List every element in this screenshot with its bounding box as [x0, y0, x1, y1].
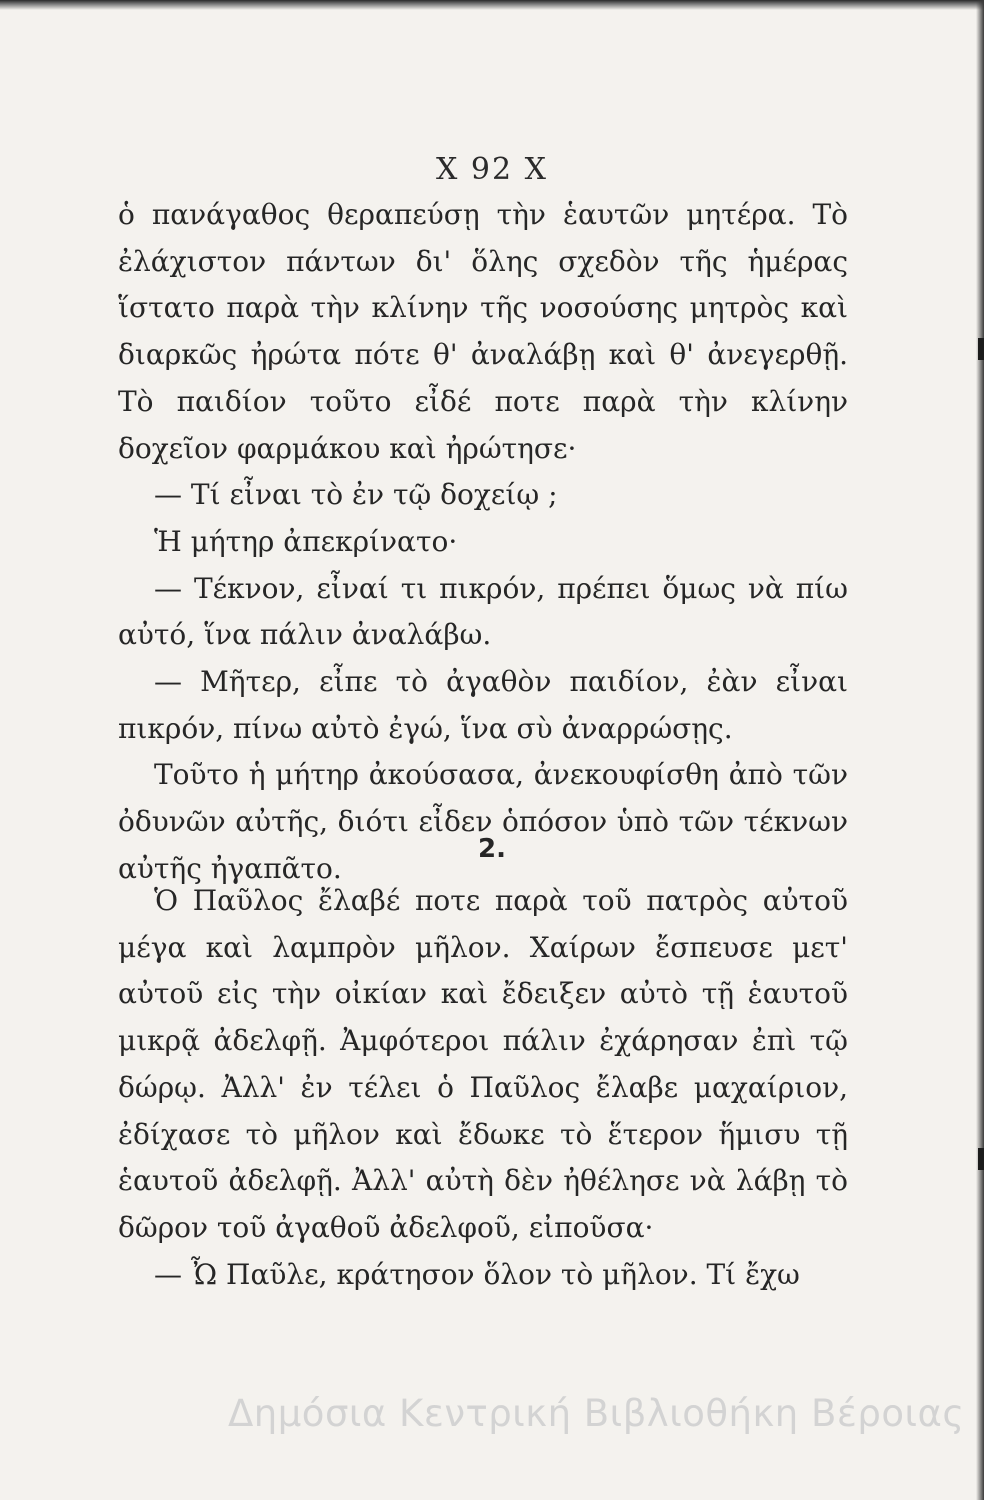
page-edge-mark — [978, 338, 984, 360]
paragraph: ὁ πανάγαθος θεραπεύσῃ τὴν ἑαυτῶν μητέρα. Τὸ ἐλάχιστον πάντων δι' ὅλης σχεδὸν τῆς ἡμέρας ἵστατο παρὰ τὴν κλίνην τῆς νοσούσης μητρὸς καὶ διαρκῶς ἠρώτα πότε θ' ἀναλάβῃ καὶ θ' ἀνεγερθῇ. Τὸ παιδίον τοῦτο εἶδέ ποτε παρὰ τὴν κλίνην δοχεῖον φαρμάκου καὶ ἠρώτησε· — [118, 198, 848, 465]
right-edge-shadow — [976, 0, 984, 1500]
page-number: X 92 X — [436, 152, 548, 187]
top-edge-shadow — [0, 0, 984, 10]
paragraph: Ἡ μήτηρ ἀπεκρίνατο· — [154, 524, 458, 558]
page-edge-mark — [978, 1148, 984, 1170]
story-1-text — [118, 192, 848, 893]
dialogue-line: — Ὦ Παῦλε, κράτησον ὅλον τὸ μῆλον. Τί ἔχω — [154, 1257, 800, 1291]
section-number: 2. — [478, 834, 506, 864]
paragraph: Ὁ Παῦλος ἔλαβέ ποτε παρὰ τοῦ πατρὸς αὐτοῦ μέγα καὶ λαμπρὸν μῆλον. Χαίρων ἔσπευσε μετ' αὐτοῦ εἰς τὴν οἰκίαν καὶ ἔδειξεν αὐτὸ τῇ ἑαυτοῦ μικρᾷ ἀδελφῇ. Ἀμφότεροι πάλιν ἐχάρησαν ἐπὶ τῷ δώρῳ. Ἀλλ' ἐν τέλει ὁ Παῦλος ἔλαβε μαχαίριον, ἐδίχασε τὸ μῆλον καὶ ἔδωκε τὸ ἕτερον ἥμισυ τῇ ἑαυτοῦ ἀδελφῇ. Ἀλλ' αὐτὴ δὲν ἠθέλησε νὰ λάβῃ τὸ δῶρον τοῦ ἀγαθοῦ ἀδελφοῦ, εἰποῦσα· — [118, 884, 848, 1244]
story-2-text — [118, 878, 848, 1298]
dialogue-line: — Τί εἶναι τὸ ἐν τῷ δοχείῳ ; — [154, 478, 558, 512]
dialogue-line: — Μῆτερ, εἶπε τὸ ἀγαθὸν παιδίον, ἐὰν εἶναι πικρόν, πίνω αὐτὸ ἐγώ, ἵνα σὺ ἀναρρώσῃς. — [118, 665, 848, 745]
library-watermark: Δημόσια Κεντρική Βιβλιοθήκη Βέροιας — [228, 1392, 965, 1435]
paragraph: Τοῦτο ἡ μήτηρ ἀκούσασα, ἀνεκουφίσθη ἀπὸ τῶν ὀδυνῶν αὐτῆς, διότι εἶδεν ὁπόσον ὑπὸ τῶν τέκνων αὐτῆς ἠγαπᾶτο. — [118, 758, 848, 885]
dialogue-line: — Τέκνον, εἶναί τι πικρόν, πρέπει ὅμως νὰ πίω αὐτό, ἵνα πάλιν ἀναλάβω. — [118, 571, 848, 652]
